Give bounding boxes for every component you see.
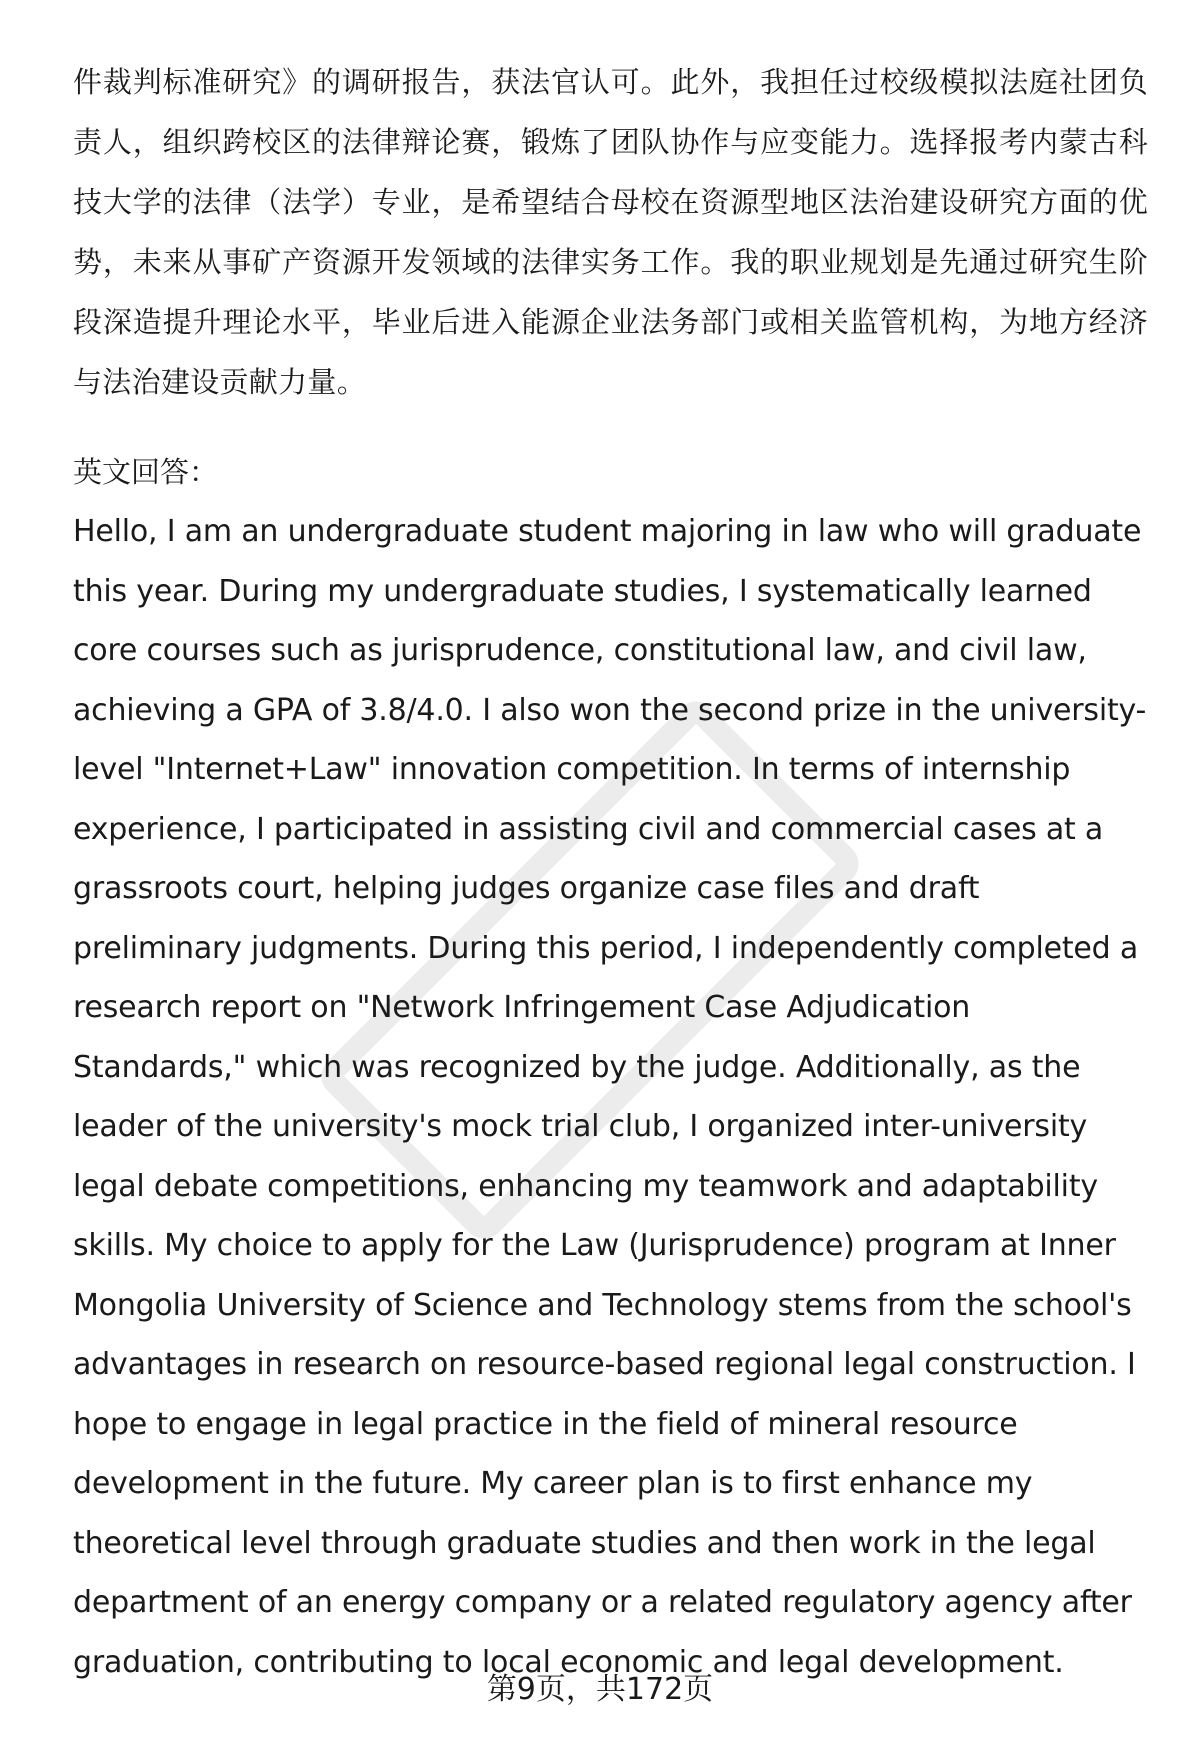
- english-answer-paragraph: Hello, I am an undergraduate student majoring in law who will graduate this year. During my undergraduate studies, I systematically learned core courses such as jurisprudence, constitutional law, and civil law, achieving a GPA of 3.8/4.0. I also won the second prize in the university-level "Internet+Law" innovation competition. In terms of internship experience, I participated in assisting civil and commercial cases at a grassroots court, helping judges organize case files and draft preliminary judgments. During this period, I independently completed a research report on "Network Infringement Case Adjudication Standards," which was recognized by the judge. Additionally, as the leader of the university's mock trial club, I organized inter-university legal debate competitions, enhancing my teamwork and adaptability skills. My choice to apply for the Law (Jurisprudence) program at Inner Mongolia University of Science and Technology stems from the school's advantages in research on resource-based regional legal construction. I hope to engage in legal practice in the field of mineral resource development in the future. My career plan is to first enhance my theoretical level through graduate studies and then work in the legal department of an energy company or a related regulatory agency after graduation, contributing to local economic and legal development.: [73, 514, 1147, 1680]
- page-number-footer: 第9页，共172页: [486, 1672, 714, 1707]
- chinese-answer-paragraph: 件裁判标准研究》的调研报告，获法官认可。此外，我担任过校级模拟法庭社团负责人，组织跨校区的法律辩论赛，锻炼了团队协作与应变能力。选择报考内蒙古科技大学的法律（法学）专业，是希望结合母校在资源型地区法治建设研究方面的优势，未来从事矿产资源开发领域的法律实务工作。我的职业规划是先通过研究生阶段深造提升理论水平，毕业后进入能源企业法务部门或相关监管机构，为地方经济与法治建设贡献力量。: [73, 65, 1148, 399]
- document-body: [73, 52, 1148, 1692]
- english-answer-heading: 英文回答：: [73, 455, 219, 489]
